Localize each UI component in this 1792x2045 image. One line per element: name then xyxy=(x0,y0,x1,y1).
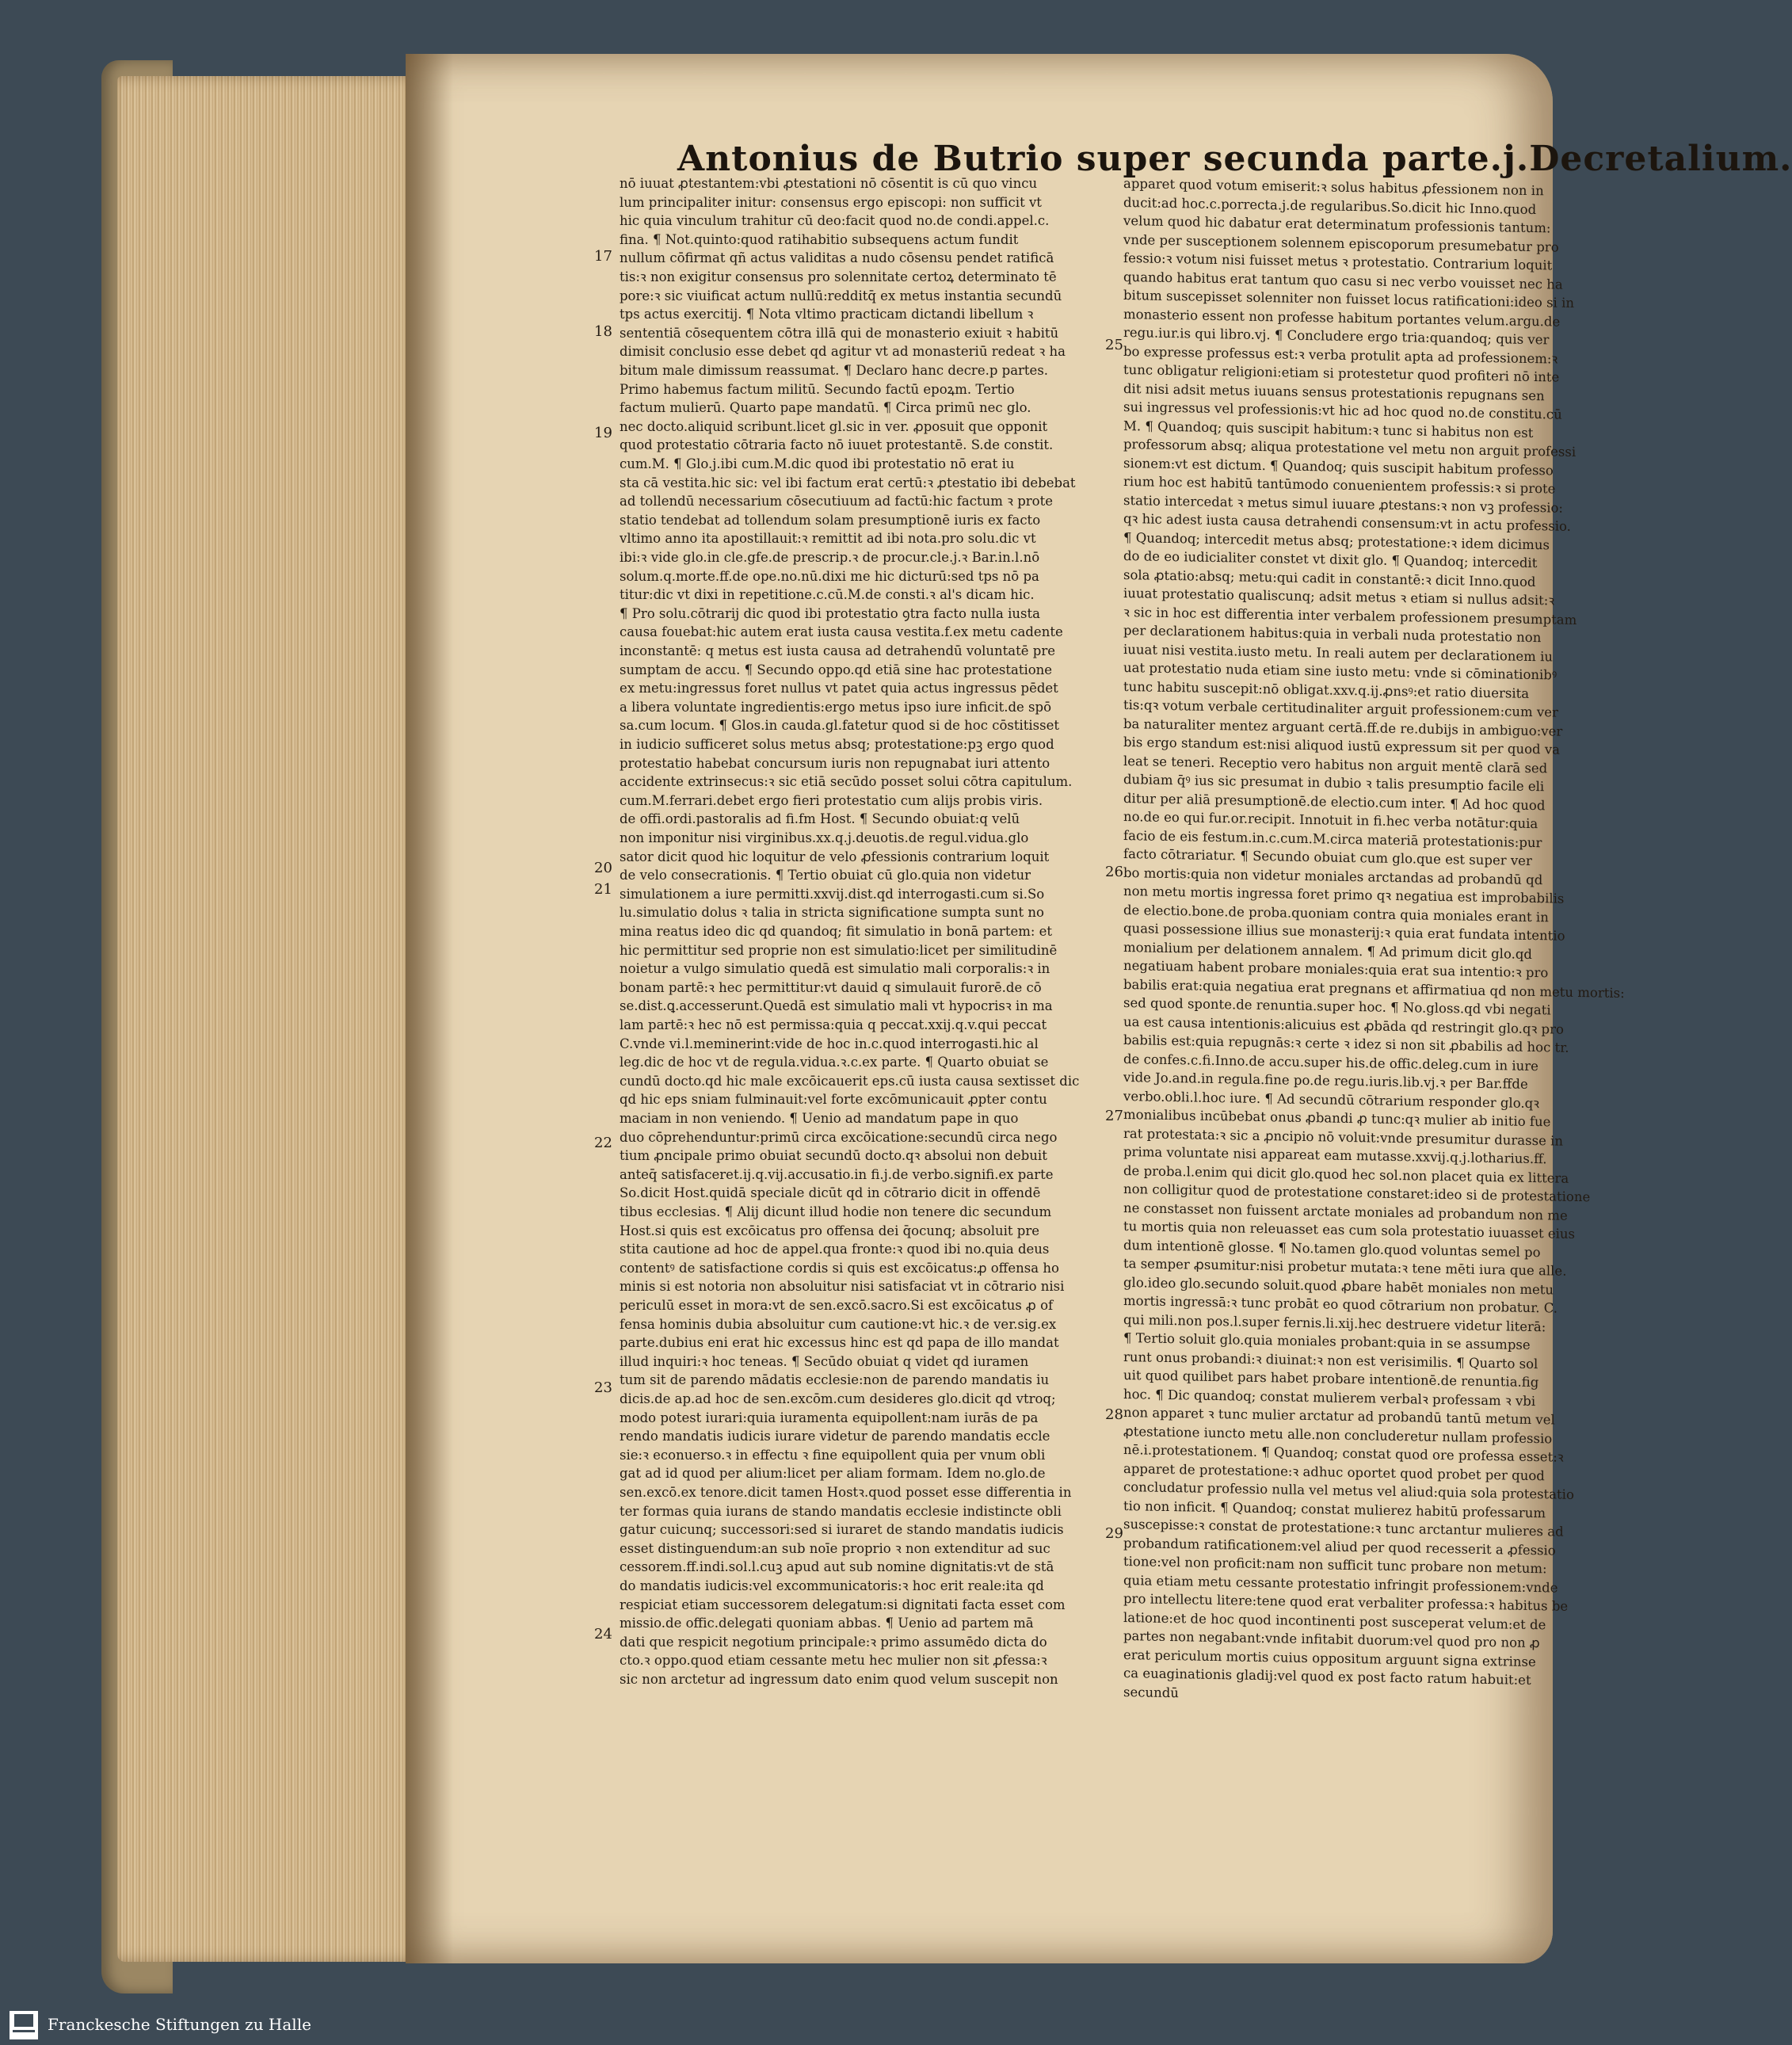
margin-number: 27 xyxy=(1105,1108,1123,1124)
text-line: ter formas quia iurans de stando mandatis ecclesie indistincte obli xyxy=(620,1503,1062,1519)
text-line: leg.dic de hoc vt de regula.vidua.ꝛ.c.ex parte. ¶ Quarto obuiat se xyxy=(620,1055,1049,1070)
text-line: do de eo iudicialiter constet vt dixit glo. ¶ Quandoq; intercedit xyxy=(1123,548,1538,571)
text-line: sen.excō.ex tenore.dicit tamen Hostꝛ.quod posset esse differentia in xyxy=(620,1485,1072,1500)
text-line: fessio:ꝛ votum nisi fuisset metus ꝛ protestatio. Contrarium loquit xyxy=(1123,250,1553,273)
text-line: sententiā cōsequentem cōtra illā qui de monasterio exiuit ꝛ habitū xyxy=(620,325,1059,341)
text-line: tio non inficit. ¶ Quandoq; constat mulierez habitū professarum xyxy=(1123,1498,1546,1520)
text-line: iuuat protestatio qualiscunq; adsit metus ꝛ etiam si nullus adsit:ꝛ xyxy=(1123,586,1555,609)
text-line: velum quod hic dabatur erat determinatum professionis tantum: xyxy=(1123,213,1551,236)
text-line: tum sit de parendo mādatis ecclesie:non de parendo mandatis iu xyxy=(620,1372,1050,1388)
text-line: C.vnde vi.l.meminerint:vide de hoc in.c.quod interrogasti.hic al xyxy=(620,1036,1039,1051)
text-line: sic non arctetur ad ingressum dato enim quod velum suscepit non xyxy=(620,1672,1058,1687)
text-line: parte.dubius eni erat hic excessus hinc est qd papa de illo mandat xyxy=(620,1335,1059,1351)
text-line: ducit:ad hoc.c.porrecta.j.de regularibus.So.dicit hic Inno.quod xyxy=(1123,194,1537,217)
text-line: vnde per susceptionem solennem episcoporum presumebatur pro xyxy=(1123,231,1559,255)
text-line: ua est causa intentionis:alicuius est ꝓbāda qd restringit glo.qꝛ pro xyxy=(1123,1013,1564,1037)
text-line: leat se teneri. Receptio vero habitus non arguit mentē clarā sed xyxy=(1123,753,1548,776)
text-line: ba naturaliter mentez arguant certā.ff.de re.dubijs in ambiguo:ver xyxy=(1123,715,1563,739)
text-line: maciam in non veniendo. ¶ Uenio ad mandatum pape in quo xyxy=(620,1111,1019,1126)
text-line: sator dicit quod hic loquitur de velo ꝓfessionis contrarium loquit xyxy=(620,849,1050,864)
text-line: tunc obligatur religioni:etiam si protestetur quod profiteri nō inte xyxy=(1123,362,1560,385)
text-line: tps actus exercitij. ¶ Nota vltimo practicam dictandi libellum ꝛ xyxy=(620,307,1034,322)
text-line: ꝛ sic in hoc est differentia inter verbalem professionem presumptam xyxy=(1123,604,1577,628)
running-title: Antonius de Butrio super secunda parte.j.Decretalium. xyxy=(677,139,1792,179)
text-line: rat protestata:ꝛ sic a ꝓncipio nō voluit:vnde presumitur durasse in xyxy=(1123,1125,1563,1149)
text-line: runt onus probandi:ꝛ diuinat:ꝛ non est verisimilis. ¶ Quarto sol xyxy=(1123,1349,1538,1372)
text-line: mortis ingressā:ꝛ tunc probāt eo quod cōtrarium non probatur. C. xyxy=(1123,1293,1558,1316)
text-line: ¶ Pro solu.cōtrarij dic quod ibi protestatio ꝯtra facto nulla iusta xyxy=(620,605,1040,621)
text-line: ꝓtestatione iuncto metu alle.non concluderetur nullam professio xyxy=(1123,1423,1553,1446)
text-line: missio.de offic.delegati quoniam abbas. ¶ Uenio ad partem mā xyxy=(620,1616,1034,1631)
text-line: anteq̄ satisfaceret.ij.q.vij.accusatio.in fi.j.de verbo.signifi.ex parte xyxy=(620,1166,1054,1182)
text-line: bitum male dimissum reassumat. ¶ Declaro hanc decre.p partes. xyxy=(620,363,1049,378)
text-line: pore:ꝛ sic viuificat actum nullū:redditq̄ ex metus instantia secundū xyxy=(620,288,1062,303)
text-line: qd hic eps sniam fulminauit:vel forte excōmunicauit ꝓpter contu xyxy=(620,1092,1047,1108)
text-line: nullum cōfirmat qñ actus validitas a nudo cōsensu pendet ratificā xyxy=(620,250,1054,266)
text-line: tis:ꝛ non exigitur consensus pro solennitate certoꝝ determinato tē xyxy=(620,269,1057,284)
text-line: tunc habitu suscepit:nō obligat.xxv.q.ij.ꝓnsꝰ:et ratio diuersita xyxy=(1123,678,1530,701)
text-line: hic permittitur sed proprie non est simulatio:licet per similitudinē xyxy=(620,942,1058,958)
margin-number: 22 xyxy=(594,1135,612,1151)
margin-number: 25 xyxy=(1105,337,1123,353)
text-line: ditur per aliā presumptionē.de electio.cum inter. ¶ Ad hoc quod xyxy=(1123,790,1546,813)
text-line: dit nisi adsit metus iuuans sensus protestationis repugnans sen xyxy=(1123,380,1545,403)
text-line: inconstantē: q metus est iusta causa ad detrahendū voluntatē pre xyxy=(620,643,1055,658)
text-line: nē.i.protestationem. ¶ Quandoq; constat quod ore professa esset:ꝛ xyxy=(1123,1442,1564,1465)
text-line: sa.cum locum. ¶ Glos.in cauda.gl.fatetur quod si de hoc cōstitisset xyxy=(620,718,1060,734)
text-line: dubiam q̄ꝰ ius sic presumat in dubio ꝛ talis presumptio facile eli xyxy=(1123,772,1545,795)
margin-number: 21 xyxy=(594,881,612,898)
text-line: uat protestatio nuda etiam sine iusto metu: vnde si cōminationibꝰ xyxy=(1123,660,1558,683)
text-line: stita cautione ad hoc de appel.qua fronte:ꝛ quod ibi no.quia deus xyxy=(620,1242,1050,1257)
text-line: mina reatus ideo dic qd quandoq; fit simulatio in bonā partem: et xyxy=(620,924,1053,939)
text-line: Primo habemus factum militū. Secundo factū epoꝝm. Tertio xyxy=(620,381,1015,397)
text-line: cto.ꝛ oppo.quod etiam cessante metu hec mulier non sit ꝓfessa:ꝛ xyxy=(620,1653,1047,1669)
text-line: So.dicit Host.quidā speciale dicūt qd in cōtrario dicit in offendē xyxy=(620,1185,1041,1201)
margin-number: 28 xyxy=(1105,1406,1123,1423)
text-line: cessorem.ff.indi.sol.l.cuꝫ apud aut sub nomine dignitatis:vt de stā xyxy=(620,1559,1054,1575)
text-line: ¶ Quandoq; intercedit metus absq; protestatione:ꝛ idem dicimus xyxy=(1123,529,1550,552)
text-line: ad tollendū necessarium cōsecutiuum ad factū:hic factum ꝛ prote xyxy=(620,494,1053,509)
text-line: sta cā vestita.hic sic: vel ibi factum erat certū:ꝛ ꝓtestatio ibi debebat xyxy=(620,475,1076,490)
footer-bar xyxy=(0,2005,1584,2045)
text-line: sumptam de accu. ¶ Secundo oppo.qd etiā sine hac protestatione xyxy=(620,662,1053,677)
gutter-shadow xyxy=(406,54,453,1963)
text-line: prima voluntate nisi appareat eam mutasse.xxvij.q.j.lotharius.ff. xyxy=(1123,1144,1547,1167)
text-line: cum.M.ferrari.debet ergo fieri protestatio cum alijs probis viris. xyxy=(620,792,1043,808)
text-line: fensa hominis dubia absoluitur cum cautione:vt hic.ꝛ de ver.sig.ex xyxy=(620,1316,1057,1332)
text-line: quia etiam metu cessante protestatio infringit professionem:vnde xyxy=(1123,1572,1558,1596)
text-line: duo cōprehenduntur:primū circa excōicatione:secundū circa nego xyxy=(620,1129,1058,1145)
text-line: esset distinguendum:an sub noīe proprio ꝛ non extenditur ad suc xyxy=(620,1540,1050,1556)
text-line: apparet quod votum emiserit:ꝛ solus habitus ꝓfessionem non in xyxy=(1123,176,1544,199)
text-line: dati que respicit negotium principale:ꝛ primo assumēdo dicta do xyxy=(620,1634,1047,1650)
text-line: de velo consecrationis. ¶ Tertio obuiat cū glo.quia non videtur xyxy=(620,868,1031,883)
text-line: de proba.l.enim qui dicit glo.quod hec sol.non placet quia ex littera xyxy=(1123,1162,1569,1186)
text-line: ca euaginationis gladij:vel quod ex post facto ratum habuit:et xyxy=(1123,1665,1531,1688)
text-line: tibus ecclesias. ¶ Alij dicunt illud hodie non tenere dic secundum xyxy=(620,1204,1052,1219)
text-line: a libera voluntate ingredientis:ergo metus ipso iure inficit.de spō xyxy=(620,699,1052,715)
text-line: factum mulierū. Quarto pape mandatū. ¶ Circa primū nec glo. xyxy=(620,400,1031,416)
text-line: vltimo anno ita apostillauit:ꝛ remittit ad ibi nota.pro solu.dic vt xyxy=(620,531,1036,547)
text-line: se.dist.ꝗ.accesserunt.Quedā est simulatio mali vt hypocrisꝛ in ma xyxy=(620,998,1053,1014)
text-line: pro intellectu litere:tene quod erat verbaliter professa:ꝛ habitus be xyxy=(1123,1591,1569,1614)
margin-number: 19 xyxy=(594,425,612,441)
text-line: gat ad id quod per alium:licet per aliam formam. Idem no.glo.de xyxy=(620,1466,1046,1482)
text-line: lam partē:ꝛ hec nō est permissa:quia q peccat.xxij.q.v.qui peccat xyxy=(620,1017,1047,1032)
right-text-column xyxy=(1123,176,1625,1736)
text-line: ex metu:ingressus foret nullus vt patet quia actus ingressus pēdet xyxy=(620,681,1058,696)
text-line: tione:vel non proficit:nam non sufficit tunc probare non metum: xyxy=(1123,1554,1547,1577)
text-line: M. ¶ Quandoq; quis suscipit habitum:ꝛ tunc si habitus non est xyxy=(1123,418,1534,441)
left-text-column xyxy=(620,176,1099,1725)
text-line: dimisit conclusio esse debet qd agitur vt ad monasteriū redeat ꝛ ha xyxy=(620,344,1066,360)
text-line: quasi possessione illius sue monasterij:ꝛ quia erat fundata intentio xyxy=(1123,921,1565,944)
text-line: non colligitur quod de protestatione constaret:ideo si de protestatione xyxy=(1123,1181,1591,1205)
text-line: rium hoc est habitū tantūmodo conuenientem professis:ꝛ si prote xyxy=(1123,474,1556,497)
text-line: sionem:vt est dictum. ¶ Quandoq; quis suscipit habitum professo xyxy=(1123,455,1554,478)
margin-number: 17 xyxy=(594,248,612,265)
text-line: illud inquiri:ꝛ hoc teneas. ¶ Secūdo obuiat q videt qd iuramen xyxy=(620,1353,1029,1369)
text-line: cundū docto.qd hic male excōicauerit eps.cū iusta causa sextisset dic xyxy=(620,1073,1080,1089)
text-line: facio de eis festum.in.c.cum.M.circa materiā protestationis:pur xyxy=(1123,827,1542,850)
text-line: negatiuam habent probare moniales:quia erat sua intentio:ꝛ pro xyxy=(1123,958,1549,981)
institution-name: Franckesche Stiftungen zu Halle xyxy=(48,2015,311,2034)
text-line: contentꝰ de satisfactione cordis si quis est excōicatus:ꝓ offensa ho xyxy=(620,1260,1059,1276)
margin-number: 26 xyxy=(1105,864,1123,880)
text-line: babilis erat:quia negatiua erat pregnans et affirmatiua qd non metu mortis: xyxy=(1123,976,1625,1001)
text-line: fina. ¶ Not.quinto:quod ratihabitio subsequens actum fundit xyxy=(620,231,1019,247)
text-line: iuuat nisi vestita.iusto metu. In reali autem per declarationem iu xyxy=(1123,641,1553,664)
margin-number: 24 xyxy=(594,1626,612,1642)
text-line: verbo.obli.l.hoc iure. ¶ Ad secundū cōtrarium responder glo.qꝛ xyxy=(1123,1088,1539,1111)
text-line: ta semper ꝓsumitur:nisi probetur mutata:ꝛ tene mēti iura que alle. xyxy=(1123,1256,1567,1279)
text-line: protestatio habebat concursum iuris non repugnabat iuri attento xyxy=(620,755,1050,771)
text-line: suscepisse:ꝛ constat de protestatione:ꝛ tunc arctantur mulieres ad xyxy=(1123,1517,1564,1539)
text-line: rendo mandatis iudicis iurare videtur de parendo mandatis eccle xyxy=(620,1429,1050,1444)
text-line: accidente extrinsecus:ꝛ sic etiā secūdo posset solui cōtra capitulum. xyxy=(620,774,1073,790)
text-line: tu mortis quia non releuasset eas cum sola protestatio iuuasset eius xyxy=(1123,1219,1576,1242)
text-line: dicis.de ap.ad hoc de sen.excōm.cum desideres glo.dicit qd vtroq; xyxy=(620,1391,1056,1406)
text-line: bonam partē:ꝛ hec permittitur:vt dauid q simulauit furorē.de cō xyxy=(620,979,1042,995)
text-line: monialium per delationem annalem. ¶ Ad primum dicit glo.qd xyxy=(1123,939,1532,962)
text-line: bis ergo standum est:nisi aliquod iustū expressum sit per quod va xyxy=(1123,734,1561,757)
text-line: apparet de protestatione:ꝛ adhuc oportet quod probet per quod xyxy=(1123,1460,1545,1483)
page-edges xyxy=(117,76,418,1962)
text-line: gatur cuicunq; successori:sed si iuraret de stando mandatis iudicis xyxy=(620,1522,1064,1538)
institution-logo-icon xyxy=(10,2011,38,2039)
text-line: statio intercedat ꝛ metus simul iuuare ꝓtestans:ꝛ non vꝫ professio: xyxy=(1123,492,1563,516)
text-line: secundū xyxy=(1123,1684,1179,1700)
text-line: facto cōtrariatur. ¶ Secundo obuiat cum glo.que est super ver xyxy=(1123,846,1532,869)
text-line: de offi.ordi.pastoralis ad fi.fm Host. ¶ Secundo obuiat:q velū xyxy=(620,811,1020,827)
margin-number: 20 xyxy=(594,860,612,876)
text-line: professorum absq; aliqua protestatione vel metu non arguit professi xyxy=(1123,437,1577,460)
text-line: ibi:ꝛ vide glo.in cle.gfe.de prescrip.ꝛ de procur.cle.j.ꝛ Bar.in.l.nō xyxy=(620,550,1040,565)
text-line: titur:dic vt dixi in repetitione.c.cū.M.de consti.ꝛ al's dicam hic. xyxy=(620,587,1035,603)
text-line: simulationem a iure permitti.xxvij.dist.qd interrogasti.cum si.So xyxy=(620,886,1045,902)
text-line: nō iuuat ꝓtestantem:vbi ꝓtestationi nō cōsentit is cū quo vincu xyxy=(620,176,1038,191)
text-line: sie:ꝛ econuerso.ꝛ in effectu ꝛ fine equipollent quia per vnum obli xyxy=(620,1447,1046,1463)
text-line: solum.q.morte.ff.de ope.no.nū.dixi me hic dicturū:sed tps nō pa xyxy=(620,568,1039,584)
text-line: qꝛ hic adest iusta causa detrahendi consensum:vt in actu professio. xyxy=(1123,511,1571,534)
text-line: erat periculum mortis cuius oppositum arguunt signa extrinse xyxy=(1123,1646,1536,1669)
text-line: monasterio essent non professe habitum portantes velum.argu.de xyxy=(1123,306,1561,330)
text-line: concludatur professio nulla vel metus vel aliud:quia sola protestatio xyxy=(1123,1479,1574,1502)
text-line: per declarationem habitus:quia in verbali nuda protestatio non xyxy=(1123,623,1542,646)
text-line: respiciat etiam successorem delegatum:si dignitati facta esset com xyxy=(620,1597,1066,1612)
text-line: quando habitus erat tantum quo casu si nec verbo vouisset nec ha xyxy=(1123,269,1563,292)
text-line: glo.ideo glo.secundo soluit.quod ꝓbare habēt moniales non metu xyxy=(1123,1274,1554,1297)
text-line: monialibus incūbebat onus ꝓbandi ꝓ tunc:qꝛ mulier ab initio fue xyxy=(1123,1107,1551,1130)
text-line: qui mili.non pos.l.super fernis.li.xij.hec destruere videtur literā: xyxy=(1123,1311,1546,1334)
text-line: do mandatis iudicis:vel excommunicatoris:ꝛ hoc erit reale:ita qd xyxy=(620,1578,1044,1593)
text-line: nec docto.aliquid scribunt.licet gl.sic in ver. ꝓposuit que opponit xyxy=(620,418,1048,434)
text-line: Host.si quis est excōicatus pro offensa dei q̄ocunq; absoluit pre xyxy=(620,1223,1040,1238)
text-line: dum intentionē glosse. ¶ No.tamen glo.quod voluntas semel po xyxy=(1123,1237,1541,1260)
text-line: ne constasset non fuissent arctate moniales ad probandum non me xyxy=(1123,1200,1568,1223)
text-line: modo potest iurari:quia iuramenta equipollent:nam iurās de pa xyxy=(620,1410,1039,1425)
margin-number: 18 xyxy=(594,323,612,340)
text-line: hic quia vinculum trahitur cū deo:facit quod no.de condi.appel.c. xyxy=(620,213,1050,229)
text-line: minis si est notoria non absoluitur nisi satisfaciat vt in cōtrario nisi xyxy=(620,1279,1065,1295)
text-line: in iudicio sufficeret solus metus absq; protestatione:pꝫ ergo quod xyxy=(620,737,1054,752)
margin-number: 29 xyxy=(1105,1525,1123,1542)
text-line: no.de eo qui fur.or.recipit. Innotuit in fi.hec verba notātur:quia xyxy=(1123,809,1538,832)
text-line: probandum ratificationem:vel aliud per quod recesserit a ꝓfessio xyxy=(1123,1535,1556,1559)
text-line: de confes.c.fi.Inno.de accu.super his.de offic.deleg.cum in iure xyxy=(1123,1051,1538,1074)
text-line: de electio.bone.de proba.quoniam contra quia moniales erant in xyxy=(1123,902,1549,925)
text-line: non metu mortis ingressa foret primo qꝛ negatiua est improbabilis xyxy=(1123,883,1565,906)
text-line: latione:et de hoc quod incontinenti post susceperat velum:et de xyxy=(1123,1609,1546,1632)
text-line: periculū esset in mora:vt de sen.excō.sacro.Si est excōicatus ꝓ of xyxy=(620,1298,1054,1313)
text-line: cum.M. ¶ Glo.j.ibi cum.M.dic quod ibi protestatio nō erat iu xyxy=(620,456,1015,471)
text-line: vide Jo.and.in regula.fine po.de regu.iuris.lib.vj.ꝛ per Bar.ffde xyxy=(1123,1070,1528,1092)
text-line: tis:qꝛ votum verbale certitudinaliter arguit professionem:cum ver xyxy=(1123,697,1558,720)
text-line: ¶ Tertio soluit glo.quia moniales probant:quia in se assumpse xyxy=(1123,1330,1531,1353)
text-line: hoc. ¶ Dic quandoq; constat mulierem verbalꝛ professam ꝛ vbi xyxy=(1123,1386,1536,1409)
text-line: causa fouebat:hic autem erat iusta causa vestita.f.ex metu cadente xyxy=(620,624,1063,640)
text-line: partes non negabant:vnde infitabit duorum:vel quod pro non ꝓ xyxy=(1123,1628,1540,1651)
text-line: tium ꝓncipale primo obuiat secundū docto.qꝛ absolui non debuit xyxy=(620,1148,1047,1164)
text-line: lu.simulatio dolus ꝛ talia in stricta significatione sumpta sunt no xyxy=(620,905,1044,921)
text-line: lum principaliter initur: consensus ergo episcopi: non sufficit vt xyxy=(620,194,1042,210)
text-line: non apparet ꝛ tunc mulier arctatur ad probandū tantū metum vel xyxy=(1123,1405,1555,1428)
text-line: babilis est:quia repugnās:ꝛ certe ꝛ idez si non sit ꝓbabilis ad hoc tr. xyxy=(1123,1032,1569,1055)
margin-number: 23 xyxy=(594,1379,612,1396)
text-line: bo expresse professus est:ꝛ verba protulit apta ad professionem:ꝛ xyxy=(1123,343,1558,367)
text-line: noietur a vulgo simulatio quedā est simulatio mali corporalis:ꝛ in xyxy=(620,961,1050,977)
text-line: sed quod sponte.de renuntia.super hoc. ¶ No.gloss.qd vbi negati xyxy=(1123,995,1551,1018)
text-line: quod protestatio cōtraria facto nō iuuet protestantē. S.de constit. xyxy=(620,437,1054,453)
text-line: uit quod quilibet pars habet probare intentionē.de renuntia.fig xyxy=(1123,1368,1539,1391)
text-line: sola ꝓtatio:absq; metu:qui cadit in constantē:ꝛ dicit Inno.quod xyxy=(1123,567,1536,589)
text-line: statio tendebat ad tollendum solam presumptionē iuris ex facto xyxy=(620,512,1041,528)
text-line: bitum suscepisset solenniter non fuisset locus ratificationi:ideo si in xyxy=(1123,288,1574,311)
text-line: sui ingressus vel professionis:vt hic ad hoc quod no.de constitu.cū xyxy=(1123,399,1562,422)
text-line: regu.iur.is qui libro.vj. ¶ Concludere ergo tria:quandoq; quis ver xyxy=(1123,325,1550,348)
text-line: non imponitur nisi virginibus.xx.q.j.deuotis.de regul.vidua.glo xyxy=(620,830,1029,845)
text-line: bo mortis:quia non videtur moniales arctandas ad probandū qd xyxy=(1123,864,1543,887)
